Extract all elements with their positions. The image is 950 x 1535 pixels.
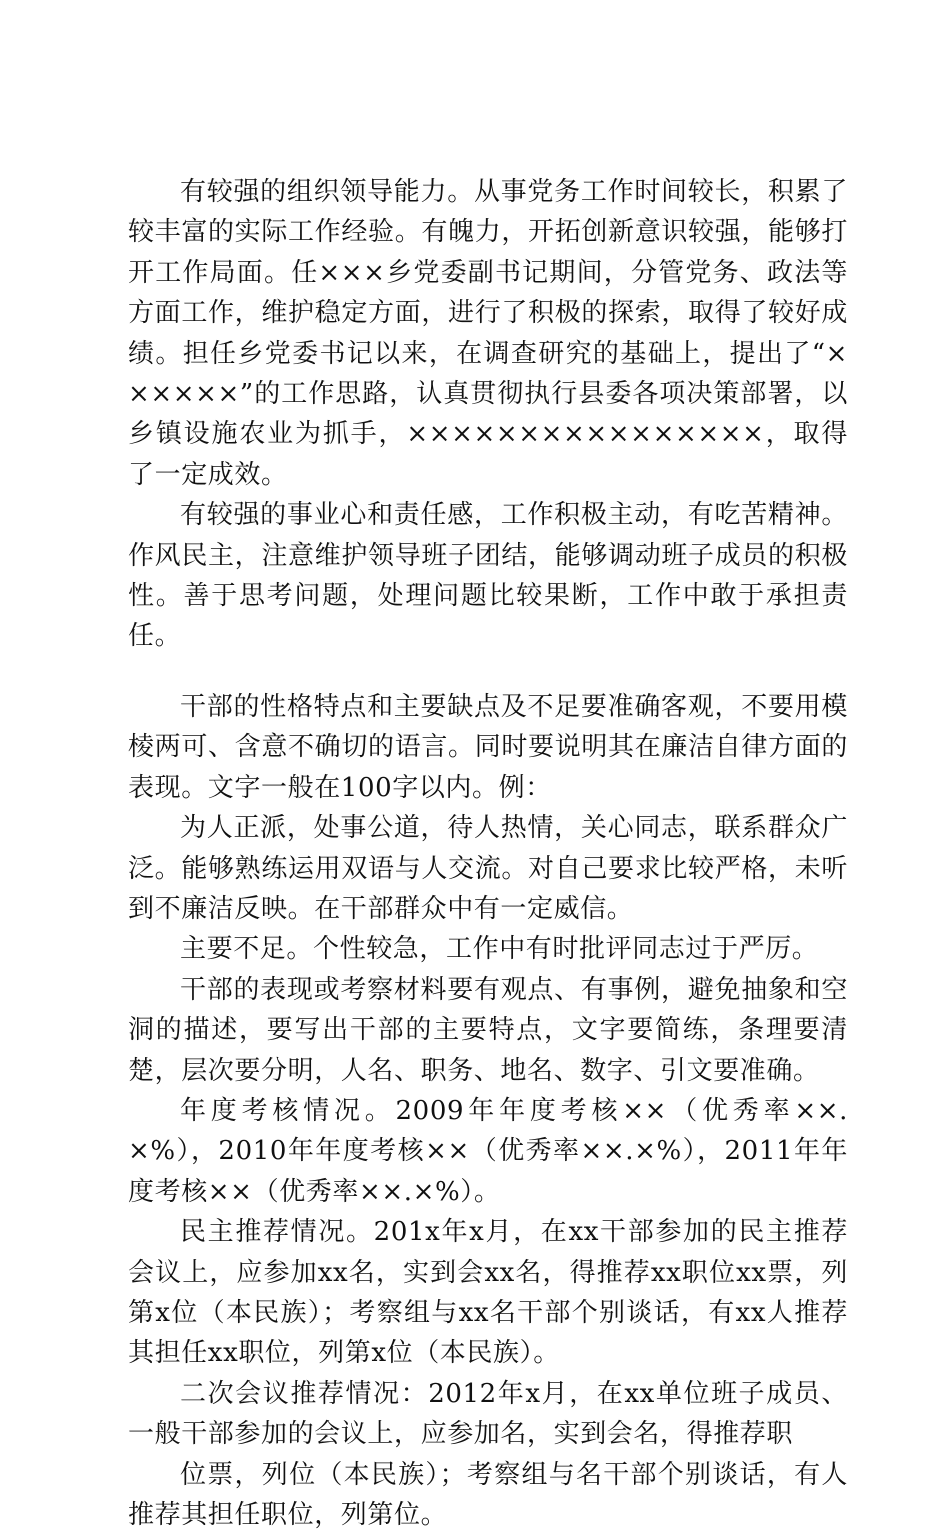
paragraph-spacer (128, 657, 848, 687)
document-page (128, 172, 848, 1535)
paragraph-second-meeting-recommendation: 二次会议推荐情况：2012年x月，在xx单位班子成员、一般干部参加的会议上，应参加名，实到会名，得推荐职 (128, 1378, 848, 1450)
paragraph-material-guidance: 干部的表现或考察材料要有观点、有事例，避免抽象和空洞的描述，要写出干部的主要特点，文字要简练，条理要清楚，层次要分明，人名、职务、地名、数字、引文要准确。 (128, 974, 848, 1086)
paragraph-annual-assessment: 年度考核情况。2009年年度考核××（优秀率××.×%），2010年年度考核××（优秀率××.×%），2011年年度考核××（优秀率××.×%）。 (128, 1095, 848, 1207)
paragraph-second-meeting-continuation: 位票，列位（本民族）；考察组与名干部个别谈话，有人推荐其担任职位，列第位。 (128, 1459, 848, 1530)
paragraph-leadership-ability: 有较强的组织领导能力。从事党务工作时间较长，积累了较丰富的实际工作经验。有魄力，开拓创新意识较强，能够打开工作局面。任×××乡党委副书记期间，分管党务、政法等方面工作，维护稳定方面，进行了积极的探索，取得了较好成绩。担任乡党委书记以来，在调查研究的基础上，提出了“××××××”的工作思路，认真贯彻执行县委各项决策部署，以乡镇设施农业为抓手，××××××××××××××××，取得了一定成效。 (128, 177, 848, 490)
paragraph-main-shortcomings: 主要不足。个性较急，工作中有时批评同志过于严厉。 (180, 934, 819, 965)
paragraph-democratic-recommendation: 民主推荐情况。201x年x月，在xx干部参加的民主推荐会议上，应参加xx名，实到会xx名，得推荐xx职位xx票，列第x位（本民族）；考察组与xx名干部个别谈话，有xx人推荐其担任xx职位，列第x位（本民族）。 (128, 1217, 848, 1369)
paragraph-character-guidance: 干部的性格特点和主要缺点及不足要准确客观，不要用模棱两可、含意不确切的语言。同时要说明其在廉洁自律方面的表现。文字一般在100字以内。例： (128, 691, 848, 803)
paragraph-example-character: 为人正派，处事公道，待人热情，关心同志，联系群众广泛。能够熟练运用双语与人交流。对自己要求比较严格，未听到不廉洁反映。在干部群众中有一定威信。 (128, 813, 848, 924)
paragraph-responsibility: 有较强的事业心和责任感，工作积极主动，有吃苦精神。作风民主，注意维护领导班子团结，能够调动班子成员的积极性。善于思考问题，处理问题比较果断，工作中敢于承担责任。 (128, 500, 848, 652)
